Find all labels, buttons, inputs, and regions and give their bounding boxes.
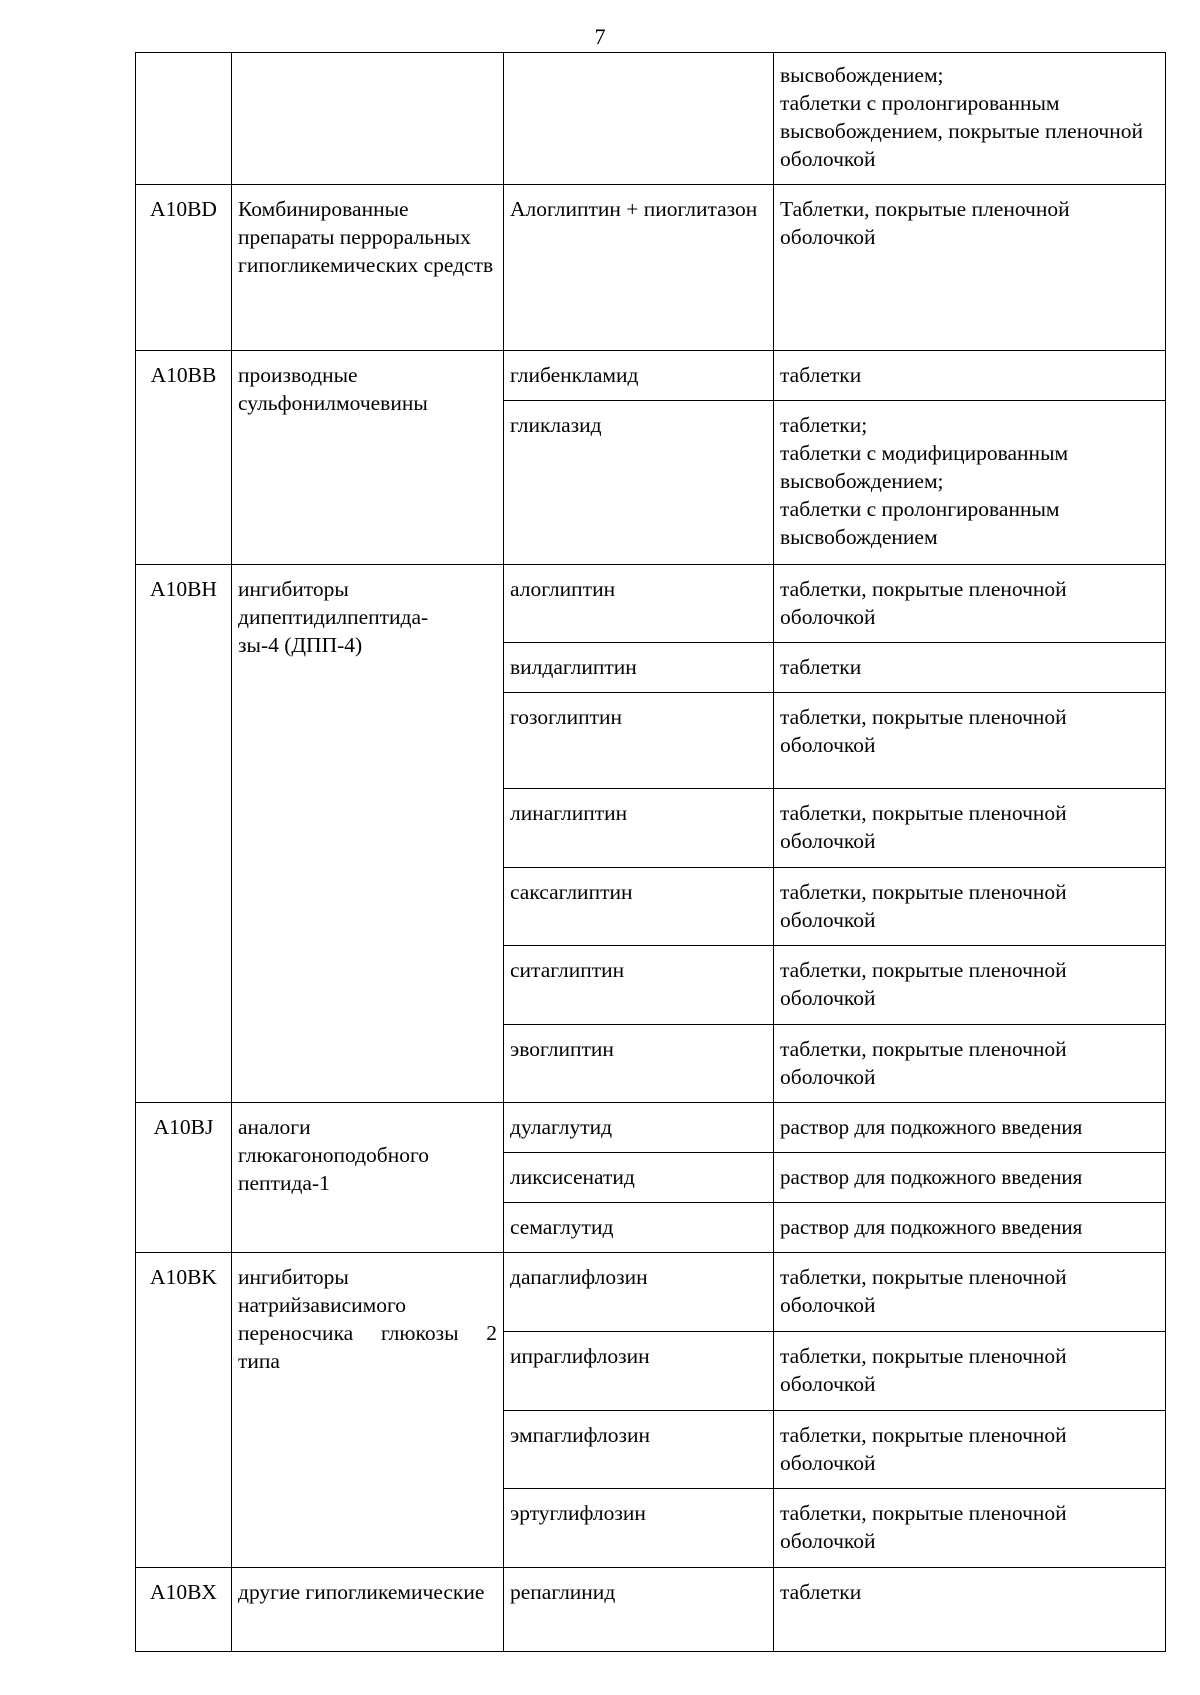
table-body bbox=[136, 53, 1166, 1652]
drug-name-cell: ипраглифлозин bbox=[504, 1332, 774, 1411]
group-name-cell: Комбинированные препараты перроральных гипогликемических средств bbox=[232, 185, 504, 351]
drug-name-cell: линаглиптин bbox=[504, 789, 774, 868]
atc-code-cell bbox=[136, 53, 232, 185]
drug-name-cell: алоглиптин bbox=[504, 565, 774, 643]
dosage-form-cell: раствор для подкожного введения bbox=[774, 1153, 1166, 1203]
dosage-form-cell: раствор для подкожного введения bbox=[774, 1203, 1166, 1253]
table-row bbox=[136, 351, 1166, 401]
drug-name-cell bbox=[504, 53, 774, 185]
drug-name-cell: репаглинид bbox=[504, 1568, 774, 1652]
drug-name-cell: глибенкламид bbox=[504, 351, 774, 401]
drug-name-cell: дулаглутид bbox=[504, 1103, 774, 1153]
atc-code-cell: A10BK bbox=[136, 1253, 232, 1568]
drug-name-cell: ситаглиптин bbox=[504, 946, 774, 1025]
dosage-form-cell: таблетки, покрытые пленочной оболочкой bbox=[774, 868, 1166, 946]
dosage-form-cell: таблетки bbox=[774, 1568, 1166, 1652]
page-number: 7 bbox=[594, 24, 606, 49]
table-row bbox=[136, 53, 1166, 185]
group-name-cell: ингибиторы натрийзависимого переносчика глюкозы 2 типа bbox=[232, 1253, 504, 1568]
drug-name-cell: ликсисенатид bbox=[504, 1153, 774, 1203]
table-row bbox=[136, 1253, 1166, 1332]
dosage-form-cell: таблетки, покрытые пленочной оболочкой bbox=[774, 565, 1166, 643]
group-name-cell: другие гипогликемические bbox=[232, 1568, 504, 1652]
drug-name-cell: эвоглиптин bbox=[504, 1025, 774, 1103]
drug-name-cell: саксаглиптин bbox=[504, 868, 774, 946]
group-name-cell: аналоги глюкагоноподобного пептида-1 bbox=[232, 1103, 504, 1253]
dosage-form-cell: таблетки; таблетки с модифицированным высвобождением; таблетки с пролонгированным высвобождением bbox=[774, 401, 1166, 565]
dosage-form-cell: таблетки, покрытые пленочной оболочкой bbox=[774, 1411, 1166, 1489]
dosage-form-cell: таблетки, покрытые пленочной оболочкой bbox=[774, 946, 1166, 1025]
drug-name-cell: гозоглиптин bbox=[504, 693, 774, 789]
dosage-form-cell: таблетки, покрытые пленочной оболочкой bbox=[774, 1025, 1166, 1103]
table-row bbox=[136, 1103, 1166, 1153]
atc-code-cell: A10BD bbox=[136, 185, 232, 351]
drug-name-cell: Алоглиптин + пиоглитазон bbox=[504, 185, 774, 351]
dosage-form-cell: таблетки, покрытые пленочной оболочкой bbox=[774, 693, 1166, 789]
dosage-form-cell: таблетки, покрытые пленочной оболочкой bbox=[774, 1332, 1166, 1411]
table-row bbox=[136, 185, 1166, 351]
group-name-cell: производные сульфонилмочевины bbox=[232, 351, 504, 565]
drug-name-cell: семаглутид bbox=[504, 1203, 774, 1253]
drug-name-cell: эмпаглифлозин bbox=[504, 1411, 774, 1489]
atc-code-cell: A10BJ bbox=[136, 1103, 232, 1253]
dosage-form-cell: таблетки, покрытые пленочной оболочкой bbox=[774, 1489, 1166, 1568]
group-name-cell: ингибиторы дипептидилпептида- зы-4 (ДПП-4) bbox=[232, 565, 504, 1103]
drug-table bbox=[135, 52, 1166, 1652]
dosage-form-cell: таблетки bbox=[774, 643, 1166, 693]
atc-code-cell: A10BH bbox=[136, 565, 232, 1103]
dosage-form-cell: раствор для подкожного введения bbox=[774, 1103, 1166, 1153]
dosage-form-cell: высвобождением; таблетки с пролонгированным высвобождением, покрытые пленочной оболочкой bbox=[774, 53, 1166, 185]
group-name-cell bbox=[232, 53, 504, 185]
drug-name-cell: гликлазид bbox=[504, 401, 774, 565]
drug-name-cell: дапаглифлозин bbox=[504, 1253, 774, 1332]
dosage-form-cell: таблетки, покрытые пленочной оболочкой bbox=[774, 789, 1166, 868]
atc-code-cell: A10BX bbox=[136, 1568, 232, 1652]
dosage-form-cell: Таблетки, покрытые пленочной оболочкой bbox=[774, 185, 1166, 351]
drug-name-cell: эртуглифлозин bbox=[504, 1489, 774, 1568]
table-row bbox=[136, 565, 1166, 643]
dosage-form-cell: таблетки bbox=[774, 351, 1166, 401]
table-row bbox=[136, 1568, 1166, 1652]
atc-code-cell: A10BB bbox=[136, 351, 232, 565]
drug-name-cell: вилдаглиптин bbox=[504, 643, 774, 693]
dosage-form-cell: таблетки, покрытые пленочной оболочкой bbox=[774, 1253, 1166, 1332]
